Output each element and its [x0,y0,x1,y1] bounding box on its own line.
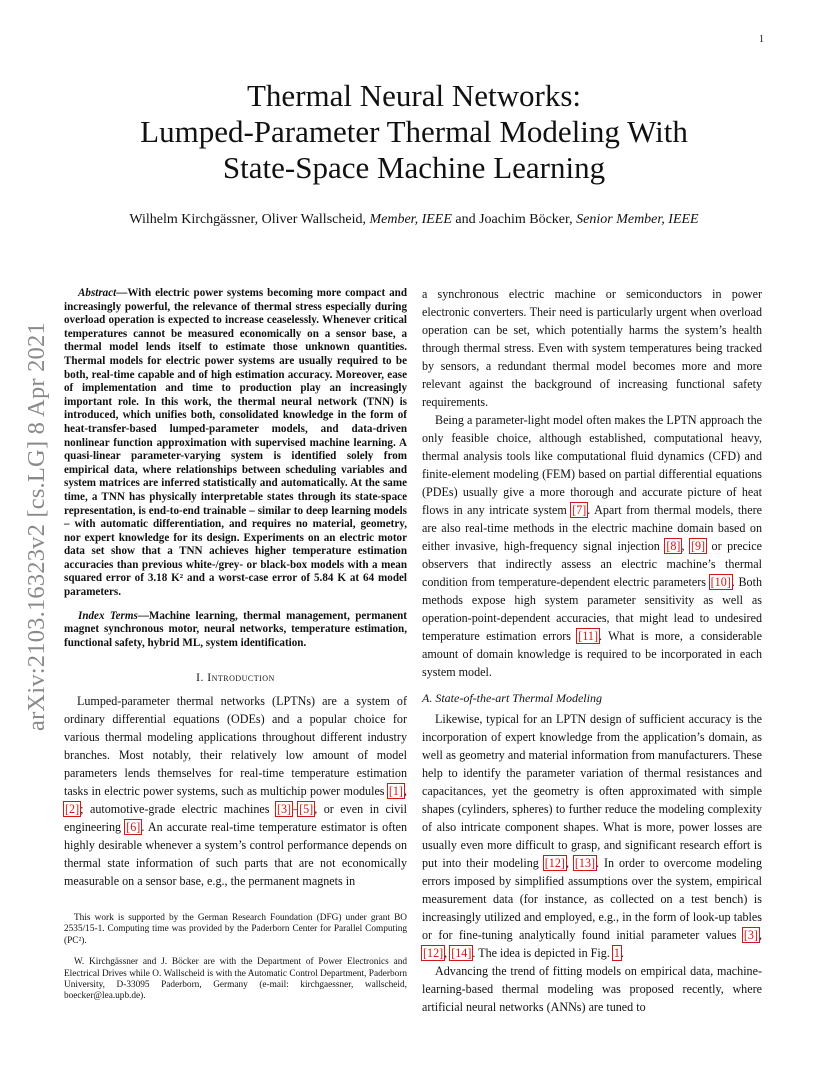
text-run: . What is more, a considerable amount of domain knowledge is required to be incorporated in each system model. [422,629,763,679]
figure-link[interactable]: 1 [613,946,620,960]
intro-paragraph-1 [64,692,407,890]
index-terms-text: —Machine learning, thermal management, permanent magnet synchronous motor, neural networks, temperature estimation, functional safety, hybrid ML, system identification. [64,609,407,649]
text-run: Being a parameter-light model often makes the LPTN approach the only feasible choice, although established, computational heavy, thermal analysis tools like computational fluid dynamics (CFD) and finite-element modeling (FEM) based on partial differential equations (PDEs) usually give a more thorough and accurate picture of heat flows in any intricate system [422,413,762,517]
index-terms-label: Index Terms [78,609,138,622]
section-heading-introduction: I. Introduction [196,672,275,685]
title-line-3: State-Space Machine Learning [222,150,606,185]
abstract-label: Abstract [78,287,117,299]
citation-link[interactable]: [3] [276,802,292,817]
citation-link[interactable]: [1] [388,784,403,799]
author-title-2: Senior Member, IEEE [576,212,699,227]
author-list [80,212,748,228]
subsection-heading-state-of-the-art: A. State-of-the-art Thermal Modeling [422,691,602,705]
paper-title [80,78,748,186]
citation-link[interactable]: [10] [710,575,731,589]
right-paragraph-3 [422,710,762,962]
citation-link[interactable]: [12] [544,856,565,870]
footnote-funding: This work is supported by the German Research Foundation (DFG) under grant BO 2535/15-1. Computing time was provided by the Paderborn Center for Parallel Computing (PC²). [64,913,407,946]
citation-link[interactable]: [9] [690,539,706,553]
text-run: – [292,802,299,817]
title-line-1: Thermal Neural Networks: [247,78,581,113]
text-run: , [444,946,451,960]
text-run: , [565,856,574,870]
text-run: . The idea is depicted in Fig. [472,946,613,960]
right-paragraph-2 [422,411,762,681]
citation-link[interactable]: [14] [451,946,472,960]
text-run: or precice observers that indirectly assess an electric machine’s thermal condition from temperature-dependent electric parameters [422,539,762,589]
right-paragraph-4: Advancing the trend of fitting models on empirical data, machine-learning-based thermal modeling was proposed recently, where artificial neural networks (ANNs) are tuned to [422,964,762,1014]
citation-link[interactable]: [8] [666,539,681,553]
text-run: , [403,784,407,799]
abstract [64,287,407,600]
citation-link[interactable]: [3] [743,928,758,942]
text-run: . [620,946,624,960]
text-run: Lumped-parameter thermal networks (LPTNs) are a system of ordinary differential equations (ODEs) and a popular choice for various thermal modeling applications throughout different industry branches. Most notably, their relatively low amount of model parameters lends themselves for real-time temperature estimation tasks in electric power systems, such as multichip power modules [64,694,407,799]
footnotes [64,913,407,1013]
abstract-text: —With electric power systems becoming more compact and increasingly powerful, the relevance of thermal stress especially during overload operation is expected to increase ceaselessly. Whenever critical temperatures cannot be measured economically on a sensor base, a thermal model lends itself to estimate those unknown quantities. Thermal models for electric power systems are usually required to be both, real-time capable and of high estimation accuracy. Moreover, ease of implementation and time to production play an increasingly important role. In this work, the thermal neural network (TNN) is introduced, which unifies both, consolidated knowledge in the form of heat-transfer-based lumped-parameter models, and data-driven nonlinear function approximation with supervised machine learning. A quasi-linear parameter-varying system is identified solely from empirical data, where relationships between scheduling variables and system matrices are inferred statistically and automatically. At the same time, a TNN has physically interpretable states through its state-space representation, is end-to-end trainable – similar to deep learning models – with automatic differentiation, and requires no material, geometry, nor expert knowledge for its design. Experiments on an electric motor data set show that a TNN achieves higher temperature estimation accuracies than previous white-/grey- or black-box models with a mean squared error of 3.18 K² and a worst-case error of 5.84 K at 64 model parameters. [64,287,407,599]
page-number: 1 [759,34,764,45]
text-run: Likewise, typical for an LPTN design of sufficient accuracy is the incorporation of expert knowledge from the application’s domain, as well as geometry and material information from manufacturers. These help to identify the parameter variation of thermal resistances and capacitances, yet the geometry is often approximated with simple shapes (cylinders, spheres) to further reduce the modeling complexity of also intricate component shapes. What is more, power losses are usually even more difficult to grasp, and significant research effort is put into their modeling [422,712,762,870]
text-run: , or even in civil engineering [64,802,407,835]
citation-link[interactable]: [7] [572,503,587,517]
text-run: , [758,928,762,942]
footnote-affiliations: W. Kirchgässner and J. Böcker are with the Department of Power Electronics and Electrical Drives while O. Wallscheid is with the Automatic Control Department, Paderborn University, D-33095 Paderborn, Germany (e-mail: kirchgaessner, wallscheid, boecker@lea.upb.de). [64,957,407,1002]
arxiv-stamp: arXiv:2103.16323v2 [cs.LG] 8 Apr 2021 [23,322,50,732]
text-run: , [681,539,690,553]
text-run: . An accurate real-time temperature estimator is often highly desirable whenever a system’s control performance depends on thermal state information of such parts that are not economically measurable on a sensor base, e.g., the permanent magnets in [64,820,408,889]
text-run: . In order to overcome modeling errors imposed by simplified assumptions over the system, empirical measurement data (for instance, as collected on a test bench) is increasingly utilized and employed, e.g., in the form of look-up tables or for fine-tuning analytically found initial parameter values [422,856,763,942]
text-run: . Apart from thermal models, there are also real-time methods in the electric machine domain based on either invasive, high-frequency signal injection [422,503,762,553]
author-names-1: Wilhelm Kirchgässner, Oliver Wallscheid, [129,212,370,227]
citation-link[interactable]: [2] [65,802,80,817]
citation-link[interactable]: [5] [299,802,314,817]
text-run: . Both methods expose high system parameter sensitivity as well as operation-point-dependent accuracies, that might lead to undesired temperature estimation errors [422,575,762,643]
text-run: ; automotive-grade electric machines [80,802,276,817]
left-column [64,287,407,890]
right-column [422,285,762,1016]
title-line-2: Lumped-Parameter Thermal Modeling With [140,114,688,149]
author-title-1: Member, IEEE [369,212,452,227]
citation-link[interactable]: [11] [578,629,598,643]
author-names-2: and Joachim Böcker, [451,212,577,227]
citation-link[interactable]: [13] [574,856,596,870]
right-paragraph-1: a synchronous electric machine or semiconductors in power electronic converters. Their need is particularly urgent when overload operation can be set, which potentially harms the system’s health through thermal stress. Even with system temperatures being tracked by sensors, a redundant thermal model becomes more and more relevant against the background of increasing functional safety requirements. [422,287,762,409]
citation-link[interactable]: [6] [126,820,141,835]
index-terms [64,610,407,651]
citation-link[interactable]: [12] [423,946,444,960]
